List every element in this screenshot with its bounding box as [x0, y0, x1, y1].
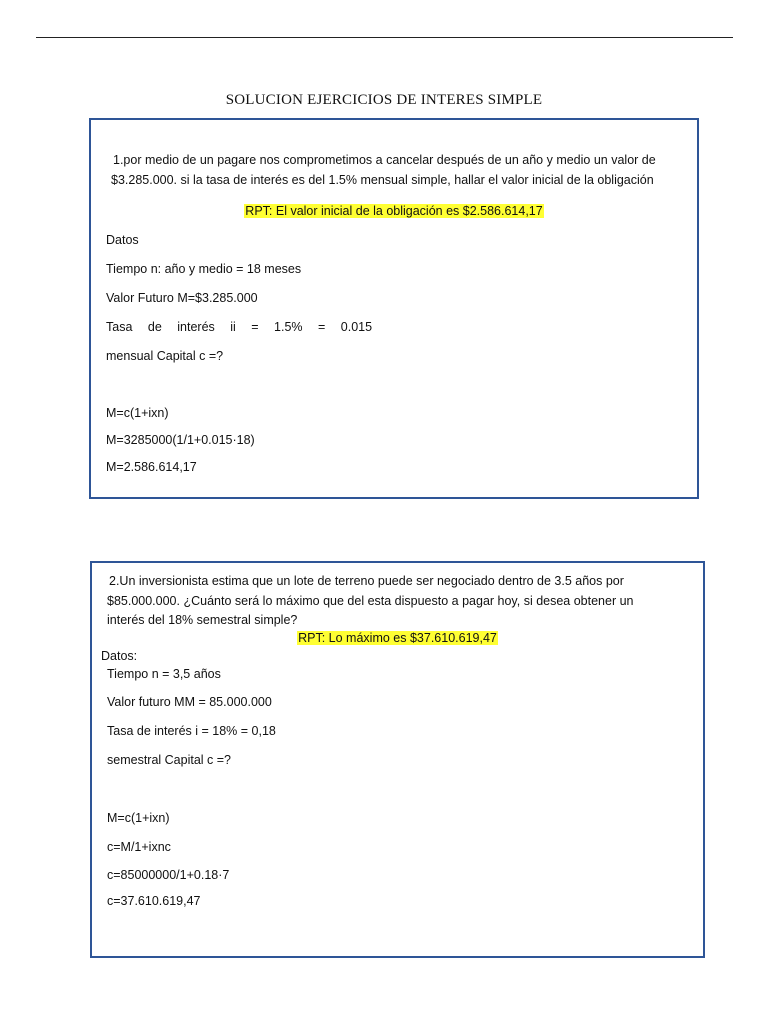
exercise-2-statement-line-1: 2.Un inversionista estima que un lote de terreno puede ser negociado dentro de 3.5 años por: [109, 574, 624, 588]
exercise-1-time: Tiempo n: año y medio = 18 meses: [106, 262, 302, 276]
exercise-1-answer: [91, 204, 697, 218]
exercise-2-statement-line-3: interés del 18% semestral simple?: [107, 613, 298, 627]
exercise-1-formula: M=c(1+ixn): [106, 406, 169, 420]
exercise-2-answer-highlight: RPT: Lo máximo es $37.610.619,47: [298, 631, 497, 645]
top-rule: [36, 37, 733, 38]
exercise-2-result: c=37.610.619,47: [107, 894, 201, 908]
exercise-2-box: [90, 561, 705, 958]
exercise-1-result: M=2.586.614,17: [106, 460, 197, 474]
exercise-2-rearranged: c=M/1+ixnc: [107, 840, 171, 854]
exercise-1-substitution: M=3285000(1/1+0.015·18): [106, 433, 255, 447]
exercise-1-statement-line-2: $3.285.000. si la tasa de interés es del 1.5% mensual simple, hallar el valor inicial de la obligación: [111, 173, 654, 187]
exercise-2-answer: [92, 631, 703, 645]
exercise-1-datos-label: Datos: [106, 233, 139, 247]
exercise-2-future-value: Valor futuro MM = 85.000.000: [107, 695, 272, 709]
exercise-2-capital: semestral Capital c =?: [107, 753, 232, 767]
exercise-2-substitution: c=85000000/1+0.18·7: [107, 868, 230, 882]
exercise-2-time: Tiempo n = 3,5 años: [107, 667, 221, 681]
exercise-2-statement-line-2: $85.000.000. ¿Cuánto será lo máximo que del esta dispuesto a pagar hoy, si desea obtener un: [107, 594, 634, 608]
exercise-1-answer-highlight: RPT: El valor inicial de la obligación es $2.586.614,17: [245, 204, 543, 218]
exercise-2-datos-label: Datos:: [101, 649, 138, 663]
page-title: SOLUCION EJERCICIOS DE INTERES SIMPLE: [225, 92, 543, 108]
exercise-1-statement-line-1: 1.por medio de un pagare nos comprometimos a cancelar después de un año y medio un valor de: [113, 153, 656, 167]
exercise-1-rate: Tasa de interés ii = 1.5% = 0.015: [106, 320, 373, 334]
exercise-2-rate: Tasa de interés i = 18% = 0,18: [107, 724, 276, 738]
exercise-1-future-value: Valor Futuro M=$3.285.000: [106, 291, 258, 305]
exercise-1-box: [89, 118, 699, 499]
exercise-1-capital: mensual Capital c =?: [106, 349, 224, 363]
exercise-2-formula: M=c(1+ixn): [107, 811, 170, 825]
